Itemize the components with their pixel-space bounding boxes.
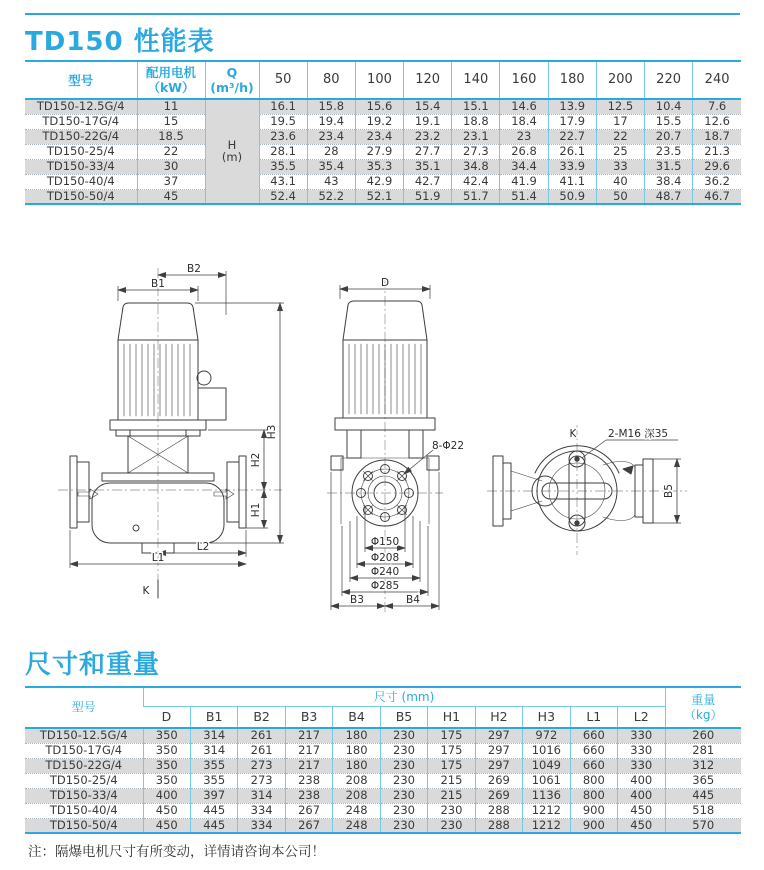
perf-value-cell: 10.4 bbox=[645, 99, 693, 114]
dims-col-dim: H3 bbox=[523, 706, 570, 728]
perf-kw-cell: 15 bbox=[137, 114, 205, 129]
dims-value-cell: 217 bbox=[285, 758, 332, 773]
dims-row bbox=[25, 728, 741, 743]
perf-value-cell: 15.4 bbox=[404, 99, 452, 114]
dims-value-cell: 238 bbox=[285, 773, 332, 788]
weight-label: 重量 bbox=[691, 693, 716, 708]
dims-value-cell: 288 bbox=[475, 818, 522, 833]
terminal-box bbox=[198, 388, 226, 420]
perf-kw-cell: 11 bbox=[137, 99, 205, 114]
perf-kw-cell: 37 bbox=[137, 174, 205, 189]
dims-value-cell: 180 bbox=[333, 758, 380, 773]
dim-label-l2: L2 bbox=[196, 541, 210, 553]
centerlines bbox=[487, 425, 687, 555]
perf-col-flow: 50 bbox=[259, 61, 307, 99]
dims-value-cell: 314 bbox=[190, 743, 237, 758]
top-divider bbox=[25, 13, 740, 15]
dims-value-cell: 248 bbox=[333, 803, 380, 818]
dim-label-b2: B2 bbox=[187, 263, 201, 275]
dims-model-cell: TD150-12.5G/4 bbox=[25, 728, 143, 743]
dims-weight-cell: 365 bbox=[665, 773, 741, 788]
perf-value-cell: 15.5 bbox=[645, 114, 693, 129]
dim-dia150 bbox=[365, 536, 405, 548]
top-view-outline bbox=[493, 446, 653, 531]
perf-value-cell: 17.9 bbox=[548, 114, 596, 129]
perf-value-cell: 50.9 bbox=[548, 189, 596, 204]
motor-label: 配用电机 bbox=[145, 65, 196, 80]
dims-row bbox=[25, 773, 741, 788]
perf-value-cell: 14.6 bbox=[500, 99, 548, 114]
perf-col-model: 型号 bbox=[25, 61, 137, 99]
perf-col-flow: 140 bbox=[452, 61, 500, 99]
dims-value-cell: 400 bbox=[618, 788, 665, 803]
perf-value-cell: 23.5 bbox=[645, 144, 693, 159]
dims-value-cell: 355 bbox=[190, 758, 237, 773]
dim-label-dia240: Φ240 bbox=[370, 566, 400, 578]
dims-value-cell: 215 bbox=[428, 773, 475, 788]
perf-value-cell: 26.1 bbox=[548, 144, 596, 159]
dims-value-cell: 217 bbox=[285, 743, 332, 758]
dims-value-cell: 445 bbox=[190, 803, 237, 818]
dim-label-b1: B1 bbox=[151, 278, 165, 290]
dims-row bbox=[25, 803, 741, 818]
performance-table-header bbox=[25, 61, 741, 99]
perf-value-cell: 38.4 bbox=[645, 174, 693, 189]
dims-col-dim: L2 bbox=[618, 706, 665, 728]
dims-value-cell: 400 bbox=[618, 773, 665, 788]
dims-row bbox=[25, 788, 741, 803]
dims-value-cell: 288 bbox=[475, 803, 522, 818]
perf-row bbox=[25, 99, 741, 114]
perf-value-cell: 16.1 bbox=[259, 99, 307, 114]
perf-value-cell: 20.7 bbox=[645, 129, 693, 144]
dims-value-cell: 230 bbox=[380, 758, 427, 773]
dims-value-cell: 230 bbox=[380, 743, 427, 758]
dims-value-cell: 1061 bbox=[523, 773, 570, 788]
q-label: Q bbox=[226, 65, 238, 80]
dimensions-section-title: 尺寸和重量 bbox=[25, 650, 161, 680]
dims-value-cell: 334 bbox=[238, 803, 285, 818]
dimension-drawings bbox=[0, 260, 764, 638]
dims-value-cell: 297 bbox=[475, 728, 522, 743]
dims-value-cell: 397 bbox=[190, 788, 237, 803]
dims-weight-cell: 312 bbox=[665, 758, 741, 773]
dims-value-cell: 350 bbox=[143, 773, 190, 788]
perf-value-cell: 15.6 bbox=[355, 99, 403, 114]
perf-value-cell: 51.4 bbox=[500, 189, 548, 204]
perf-value-cell: 15.8 bbox=[307, 99, 355, 114]
dims-value-cell: 267 bbox=[285, 803, 332, 818]
perf-value-cell: 23.1 bbox=[452, 129, 500, 144]
perf-value-cell: 35.1 bbox=[404, 159, 452, 174]
perf-value-cell: 13.9 bbox=[548, 99, 596, 114]
dims-col-weight bbox=[665, 687, 741, 728]
perf-value-cell: 19.5 bbox=[259, 114, 307, 129]
perf-value-cell: 50 bbox=[596, 189, 644, 204]
perf-value-cell: 28.1 bbox=[259, 144, 307, 159]
dims-value-cell: 1212 bbox=[523, 818, 570, 833]
dims-value-cell: 1212 bbox=[523, 803, 570, 818]
perf-value-cell: 23.4 bbox=[355, 129, 403, 144]
motor-front-outline bbox=[335, 301, 435, 458]
dims-value-cell: 350 bbox=[143, 728, 190, 743]
dims-value-cell: 175 bbox=[428, 743, 475, 758]
perf-value-cell: 23.2 bbox=[404, 129, 452, 144]
perf-value-cell: 42.9 bbox=[355, 174, 403, 189]
dims-value-cell: 900 bbox=[570, 818, 617, 833]
perf-row bbox=[25, 189, 741, 204]
dim-b1 bbox=[118, 278, 198, 301]
perf-col-flow: 160 bbox=[500, 61, 548, 99]
dims-value-cell: 900 bbox=[570, 803, 617, 818]
perf-value-cell: 33 bbox=[596, 159, 644, 174]
perf-kw-cell: 30 bbox=[137, 159, 205, 174]
perf-kw-cell: 18.5 bbox=[137, 129, 205, 144]
dims-col-group: 尺寸 (mm) bbox=[143, 687, 665, 706]
thread-callout-label: 2-M16 深35 bbox=[608, 428, 669, 440]
dims-value-cell: 230 bbox=[380, 788, 427, 803]
dims-value-cell: 330 bbox=[618, 743, 665, 758]
perf-header-row bbox=[25, 61, 741, 99]
perf-value-cell: 33.9 bbox=[548, 159, 596, 174]
dims-value-cell: 660 bbox=[570, 758, 617, 773]
perf-row bbox=[25, 159, 741, 174]
dims-value-cell: 350 bbox=[143, 758, 190, 773]
dims-value-cell: 180 bbox=[333, 728, 380, 743]
dims-value-cell: 314 bbox=[238, 788, 285, 803]
perf-value-cell: 27.7 bbox=[404, 144, 452, 159]
perf-value-cell: 34.8 bbox=[452, 159, 500, 174]
perf-model-cell: TD150-17G/4 bbox=[25, 114, 137, 129]
dim-label-b4: B4 bbox=[406, 594, 420, 606]
q-unit: (m³/h) bbox=[210, 80, 254, 95]
perf-value-cell: 51.9 bbox=[404, 189, 452, 204]
dims-value-cell: 215 bbox=[428, 788, 475, 803]
dim-label-b3: B3 bbox=[350, 594, 364, 606]
perf-value-cell: 31.5 bbox=[645, 159, 693, 174]
dims-value-cell: 1016 bbox=[523, 743, 570, 758]
perf-model-cell: TD150-50/4 bbox=[25, 189, 137, 204]
lifting-eye bbox=[197, 371, 211, 385]
perf-col-flow: 240 bbox=[693, 61, 741, 99]
perf-value-cell: 43 bbox=[307, 174, 355, 189]
perf-value-cell: 42.7 bbox=[404, 174, 452, 189]
perf-value-cell: 34.4 bbox=[500, 159, 548, 174]
dims-value-cell: 230 bbox=[380, 818, 427, 833]
perf-value-cell: 27.3 bbox=[452, 144, 500, 159]
perf-value-cell: 28 bbox=[307, 144, 355, 159]
dims-col-dim: B1 bbox=[190, 706, 237, 728]
dims-value-cell: 230 bbox=[428, 803, 475, 818]
bolt-callout-label: 8-Φ22 bbox=[431, 440, 465, 452]
perf-value-cell: 35.3 bbox=[355, 159, 403, 174]
perf-value-cell: 18.8 bbox=[452, 114, 500, 129]
perf-model-cell: TD150-40/4 bbox=[25, 174, 137, 189]
callout-bolt-pattern bbox=[404, 440, 464, 474]
dim-label-l1: L1 bbox=[151, 552, 165, 564]
dims-value-cell: 972 bbox=[523, 728, 570, 743]
dims-col-dim: H2 bbox=[475, 706, 522, 728]
dims-value-cell: 248 bbox=[333, 818, 380, 833]
h-label: H bbox=[227, 138, 237, 152]
dims-value-cell: 1136 bbox=[523, 788, 570, 803]
dim-label-b5: B5 bbox=[663, 484, 675, 498]
dims-value-cell: 330 bbox=[618, 758, 665, 773]
dims-header-group-row bbox=[25, 687, 741, 706]
dims-value-cell: 175 bbox=[428, 728, 475, 743]
dims-value-cell: 1049 bbox=[523, 758, 570, 773]
dim-h2 bbox=[208, 430, 268, 490]
drawing-pump-front-view bbox=[305, 260, 490, 620]
perf-col-q bbox=[205, 61, 259, 99]
perf-col-flow: 180 bbox=[548, 61, 596, 99]
dims-value-cell: 450 bbox=[143, 803, 190, 818]
dims-model-cell: TD150-25/4 bbox=[25, 773, 143, 788]
dims-value-cell: 208 bbox=[333, 773, 380, 788]
perf-head-unit-cell bbox=[205, 99, 259, 204]
dims-value-cell: 450 bbox=[618, 818, 665, 833]
dims-value-cell: 208 bbox=[333, 788, 380, 803]
dims-value-cell: 445 bbox=[190, 818, 237, 833]
perf-value-cell: 26.8 bbox=[500, 144, 548, 159]
perf-col-flow: 120 bbox=[404, 61, 452, 99]
perf-value-cell: 52.1 bbox=[355, 189, 403, 204]
dims-weight-cell: 518 bbox=[665, 803, 741, 818]
dims-value-cell: 355 bbox=[190, 773, 237, 788]
perf-value-cell: 40 bbox=[596, 174, 644, 189]
dims-col-dim: B2 bbox=[238, 706, 285, 728]
centerlines bbox=[58, 268, 282, 596]
dims-value-cell: 180 bbox=[333, 743, 380, 758]
perf-col-motor bbox=[137, 61, 205, 99]
dims-row bbox=[25, 758, 741, 773]
perf-value-cell: 35.4 bbox=[307, 159, 355, 174]
perf-value-cell: 21.3 bbox=[693, 144, 741, 159]
perf-value-cell: 19.2 bbox=[355, 114, 403, 129]
dims-value-cell: 297 bbox=[475, 758, 522, 773]
dims-value-cell: 273 bbox=[238, 773, 285, 788]
dim-label-h1: H1 bbox=[250, 502, 262, 518]
callout-thread bbox=[582, 428, 678, 458]
dims-value-cell: 230 bbox=[380, 728, 427, 743]
perf-row bbox=[25, 114, 741, 129]
footnote: 注：隔爆电机尺寸有所变动，详情请咨询本公司！ bbox=[28, 844, 325, 860]
perf-value-cell: 12.5 bbox=[596, 99, 644, 114]
performance-section-title: TD150 性能表 bbox=[25, 27, 215, 57]
perf-value-cell: 51.7 bbox=[452, 189, 500, 204]
perf-model-cell: TD150-22G/4 bbox=[25, 129, 137, 144]
dims-value-cell: 314 bbox=[190, 728, 237, 743]
perf-value-cell: 41.9 bbox=[500, 174, 548, 189]
perf-value-cell: 52.2 bbox=[307, 189, 355, 204]
perf-value-cell: 15.1 bbox=[452, 99, 500, 114]
perf-kw-cell: 22 bbox=[137, 144, 205, 159]
dims-value-cell: 261 bbox=[238, 728, 285, 743]
discharge-flange bbox=[239, 456, 246, 528]
dims-model-cell: TD150-40/4 bbox=[25, 803, 143, 818]
dim-label-h2: H2 bbox=[250, 452, 262, 468]
dim-label-h3: H3 bbox=[266, 424, 278, 440]
perf-value-cell: 19.4 bbox=[307, 114, 355, 129]
dimensions-table-header bbox=[25, 687, 741, 728]
motor-unit: （kW） bbox=[147, 80, 195, 95]
dims-value-cell: 350 bbox=[143, 743, 190, 758]
dims-col-dim: D bbox=[143, 706, 190, 728]
perf-col-flow: 80 bbox=[307, 61, 355, 99]
perf-value-cell: 23.6 bbox=[259, 129, 307, 144]
dims-value-cell: 660 bbox=[570, 728, 617, 743]
dims-value-cell: 450 bbox=[618, 803, 665, 818]
dim-label-dia285: Φ285 bbox=[370, 580, 400, 592]
dim-d bbox=[340, 277, 430, 299]
weight-unit: （kg） bbox=[683, 707, 723, 722]
dims-value-cell: 334 bbox=[238, 818, 285, 833]
dims-row bbox=[25, 818, 741, 833]
perf-value-cell: 25 bbox=[596, 144, 644, 159]
drain-plug bbox=[133, 525, 139, 531]
dims-weight-cell: 445 bbox=[665, 788, 741, 803]
model-label: 型号 bbox=[71, 700, 96, 715]
dim-dia285 bbox=[342, 580, 428, 592]
performance-table-body bbox=[25, 99, 741, 204]
perf-value-cell: 19.1 bbox=[404, 114, 452, 129]
perf-value-cell: 43.1 bbox=[259, 174, 307, 189]
dims-row bbox=[25, 743, 741, 758]
perf-model-cell: TD150-12.5G/4 bbox=[25, 99, 137, 114]
performance-table bbox=[25, 60, 741, 205]
perf-value-cell: 22 bbox=[596, 129, 644, 144]
perf-model-cell: TD150-33/4 bbox=[25, 159, 137, 174]
h-unit: (m) bbox=[221, 149, 243, 164]
perf-col-flow: 100 bbox=[355, 61, 403, 99]
perf-model-cell: TD150-25/4 bbox=[25, 144, 137, 159]
dim-label-dia208: Φ208 bbox=[370, 552, 400, 564]
dim-dia240 bbox=[350, 566, 420, 578]
perf-value-cell: 48.7 bbox=[645, 189, 693, 204]
dims-col-dim: B4 bbox=[333, 706, 380, 728]
drawing-pump-top-view bbox=[485, 413, 745, 563]
dim-b2 bbox=[158, 263, 226, 315]
dims-value-cell: 217 bbox=[285, 728, 332, 743]
dims-weight-cell: 570 bbox=[665, 818, 741, 833]
dims-model-cell: TD150-17G/4 bbox=[25, 743, 143, 758]
dims-col-dim: H1 bbox=[428, 706, 475, 728]
perf-value-cell: 29.6 bbox=[693, 159, 741, 174]
perf-value-cell: 42.4 bbox=[452, 174, 500, 189]
dims-model-cell: TD150-50/4 bbox=[25, 818, 143, 833]
dims-model-cell: TD150-33/4 bbox=[25, 788, 143, 803]
perf-row bbox=[25, 144, 741, 159]
dims-value-cell: 269 bbox=[475, 788, 522, 803]
dims-value-cell: 267 bbox=[285, 818, 332, 833]
perf-col-flow: 220 bbox=[645, 61, 693, 99]
dims-value-cell: 238 bbox=[285, 788, 332, 803]
dim-label-d: D bbox=[380, 277, 390, 289]
perf-value-cell: 18.7 bbox=[693, 129, 741, 144]
dims-col-dim: L1 bbox=[570, 706, 617, 728]
dims-value-cell: 660 bbox=[570, 743, 617, 758]
dims-value-cell: 800 bbox=[570, 788, 617, 803]
motor-side-outline bbox=[110, 303, 226, 436]
datum-k bbox=[143, 580, 158, 598]
dims-col-model bbox=[25, 687, 143, 728]
perf-value-cell: 12.6 bbox=[693, 114, 741, 129]
perf-value-cell: 22.7 bbox=[548, 129, 596, 144]
dims-value-cell: 230 bbox=[380, 773, 427, 788]
dims-value-cell: 800 bbox=[570, 773, 617, 788]
perf-value-cell: 36.2 bbox=[693, 174, 741, 189]
dims-value-cell: 175 bbox=[428, 758, 475, 773]
dim-h3 bbox=[178, 303, 284, 543]
perf-value-cell: 41.1 bbox=[548, 174, 596, 189]
dims-value-cell: 230 bbox=[428, 818, 475, 833]
perf-value-cell: 23 bbox=[500, 129, 548, 144]
dim-dia208 bbox=[357, 552, 413, 564]
dims-model-cell: TD150-22G/4 bbox=[25, 758, 143, 773]
dims-weight-cell: 260 bbox=[665, 728, 741, 743]
dims-value-cell: 297 bbox=[475, 743, 522, 758]
dims-value-cell: 269 bbox=[475, 773, 522, 788]
perf-kw-cell: 45 bbox=[137, 189, 205, 204]
dims-value-cell: 400 bbox=[143, 788, 190, 803]
perf-row bbox=[25, 129, 741, 144]
perf-value-cell: 52.4 bbox=[259, 189, 307, 204]
perf-value-cell: 7.6 bbox=[693, 99, 741, 114]
dim-label-dia150: Φ150 bbox=[370, 536, 400, 548]
perf-value-cell: 23.4 bbox=[307, 129, 355, 144]
dims-value-cell: 450 bbox=[143, 818, 190, 833]
dims-col-dim: B5 bbox=[380, 706, 427, 728]
perf-value-cell: 18.4 bbox=[500, 114, 548, 129]
suction-flange bbox=[70, 456, 77, 528]
dims-value-cell: 230 bbox=[380, 803, 427, 818]
dims-value-cell: 261 bbox=[238, 743, 285, 758]
dim-label-k: K bbox=[142, 585, 150, 597]
datum-k-top bbox=[570, 428, 578, 440]
perf-value-cell: 17 bbox=[596, 114, 644, 129]
dims-value-cell: 330 bbox=[618, 728, 665, 743]
dim-label-k-top: K bbox=[569, 428, 577, 440]
dimensions-table bbox=[25, 686, 741, 834]
perf-value-cell: 27.9 bbox=[355, 144, 403, 159]
perf-row bbox=[25, 174, 741, 189]
dimensions-table-body bbox=[25, 728, 741, 833]
dims-weight-cell: 281 bbox=[665, 743, 741, 758]
perf-value-cell: 46.7 bbox=[693, 189, 741, 204]
dims-col-dim: B3 bbox=[285, 706, 332, 728]
drawing-pump-side-view bbox=[30, 260, 310, 605]
perf-col-flow: 200 bbox=[596, 61, 644, 99]
perf-value-cell: 35.5 bbox=[259, 159, 307, 174]
dim-l1 bbox=[70, 530, 246, 568]
dims-value-cell: 273 bbox=[238, 758, 285, 773]
